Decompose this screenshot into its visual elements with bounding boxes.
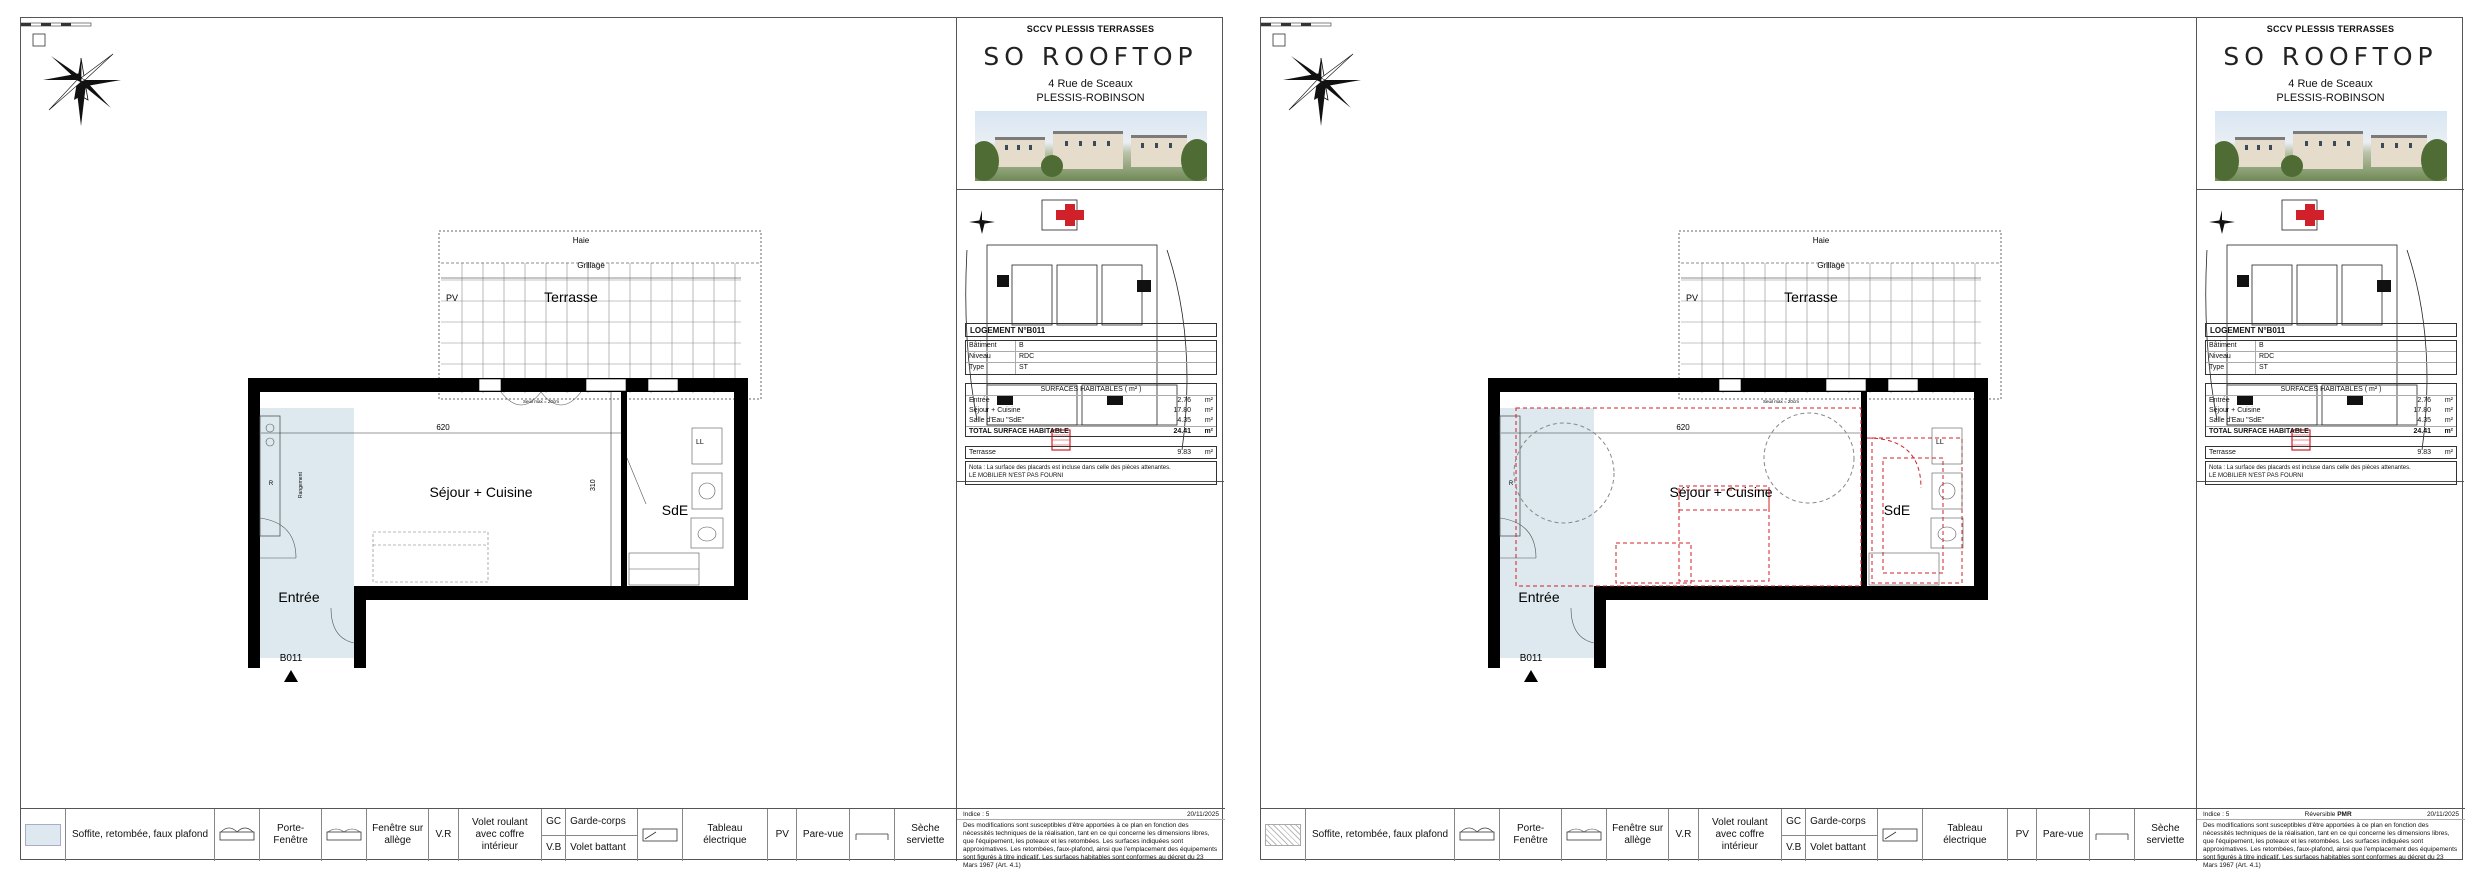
info-value: RDC [1019,353,1035,360]
lot-label: B011 [1519,653,1543,664]
terrasse-label: Terrasse [2209,449,2236,456]
dim-height-label: 310 [590,479,597,491]
legend-soffite-label: Soffite, retombée, faux plafond [1306,809,1455,861]
building-render-image [2215,111,2447,181]
info-key: Bâtiment [2206,341,2256,351]
logement-info-table [965,340,1217,375]
note-line2: LE MOBILIER N'EST PAS FOURNI [969,473,1064,479]
indice-label: Indice : 5 [2203,811,2230,818]
terrasse-table [965,446,1217,459]
terrasse-value: 9.83 [2417,449,2431,456]
date-label: 20/11/2025 [1186,811,1219,818]
legend-tableau: Tableau électrique [683,809,768,861]
legend-garde-corps: Garde-corps [566,809,637,836]
seuil-label: Seuil max = 20cm [1763,399,1799,404]
floor-plan-svg [21,18,956,808]
disclaimer-text: Des modifications sont susceptibles d'être apportées à ce plan en fonction des nécessités techniques de la réalisation, tant en ce qui concerne les dimensions libres, que l'équipement, les poteaux et les retombées. Les surfaces indiquées sont approximatives. Les retombées, faux-plafond, ainsi que l'emplacement des équipements sont figurés à titre indicatif. Les surfaces habitables sont conformes au décret du 23 Mars 1967 (Art. 4.1) [963,822,1218,869]
surface-value: 4.35 [2417,417,2431,424]
scale-bar [21,18,101,30]
building-render-image [975,111,1207,181]
info-key: Bâtiment [966,341,1016,351]
sde-label: SdE [1883,502,1911,518]
info-key: Type [966,363,1016,374]
entree-label: Entrée [1518,589,1560,605]
legend-gc: GC [1782,809,1805,836]
terrasse-row [2206,447,2456,458]
legend-vb: V.B [1786,842,1802,854]
legend-volet-battant: Volet battant [570,842,626,854]
site-north-icon [969,210,995,234]
soffite-zone [1499,408,1594,658]
surface-row [2206,406,2456,416]
disclaimer-text: Des modifications sont susceptibles d'être apportées à ce plan en fonction des nécessités techniques de la réalisation, tant en ce qui concerne les dimensions libres, que l'équipement, les poteaux et les retombées. Les surfaces indiquées sont approximatives. Les retombées, faux-plafond, ainsi que l'emplacement des équipements sont figurés à titre indicatif. Les surfaces habitables sont conformes au décret du 23 Mars 1967 (Art. 4.1) [2203,822,2458,869]
logement-number: N°B011 [1017,326,1046,335]
surface-unit: m² [1204,417,1213,424]
legend-porte-fenetre: Porte- Fenêtre [1500,809,1562,861]
reversible-label [2229,811,2427,817]
surface-label: Entrée [969,397,990,404]
terrasse-row [966,447,1216,458]
info-row [966,363,1216,374]
rangement-label: Rangement [298,472,304,498]
indice-row [2197,809,2465,820]
legend-vr: V.R [429,809,458,861]
ll-label: LL [1936,439,1944,446]
surface-label: Entrée [2209,397,2230,404]
info-row [2206,341,2456,352]
porte-fenetre-icon [215,809,260,861]
ll-label: LL [696,439,704,446]
address-line1: 4 Rue de Sceaux [1048,78,1133,90]
entree-label: Entrée [278,589,320,605]
north-arrow-icon [33,34,121,126]
total-unit: m² [2444,428,2453,435]
info-value: B [1019,342,1024,349]
info-value: RDC [2259,353,2275,360]
surfaces-header: SURFACES HABITABLES ( m² ) [966,384,1216,396]
legend-garde-volet [566,809,638,861]
legend-volet-roulant: Volet roulant avec coffre intérieur [459,809,543,861]
grillage-label: Grillage [1817,261,1845,270]
logement-number: N°B011 [2257,326,2286,335]
total-value: 24.41 [1173,428,1191,435]
legend-vb: V.B [546,842,562,854]
legend-pv: PV [768,809,797,861]
total-value: 24.41 [2413,428,2431,435]
dim-width-label: 620 [436,423,450,432]
soffite-zone [259,408,354,658]
legend-tableau: Tableau électrique [1923,809,2008,861]
north-arrow-icon [1273,34,1361,126]
porte-fenetre-icon [1455,809,1500,861]
total-unit: m² [1204,428,1213,435]
total-label: TOTAL SURFACE HABITABLE [969,428,1069,435]
pv-label: PV [1686,293,1699,303]
legend-fenetre-allege: Fenêtre sur allège [367,809,429,861]
surface-row [966,406,1216,416]
info-row [966,341,1216,352]
info-value: B [2259,342,2264,349]
legend-gc: GC [542,809,565,836]
surfaces-table [2205,383,2457,437]
legend-soffite-swatch [1261,809,1306,861]
title-block-footer [2197,808,2465,869]
note-box [965,461,1217,485]
logement-info-table [2205,340,2457,375]
haie-label: Haie [572,236,590,245]
sde-label: SdE [661,502,689,518]
legend-soffite-swatch [21,809,66,861]
surface-value: 2.76 [1177,397,1191,404]
surface-row [966,416,1216,426]
seche-serviette-icon [2090,809,2135,861]
terrace-tiles [1681,263,1981,393]
legend-vr: V.R [1669,809,1698,861]
surface-label: Séjour + Cuisine [2209,407,2261,414]
legend-garde-corps: Garde-corps [1806,809,1877,836]
legend-gc-vb [1782,809,1806,861]
site-north-icon [2209,210,2235,234]
info-key: Niveau [2206,352,2256,362]
note-line1: Nota : La surface des placards est incluse dans celle des pièces attenantes. [2209,465,2411,471]
terrasse-label: Terrasse [544,289,598,305]
note-box [2205,461,2457,485]
date-label: 20/11/2025 [2426,811,2459,818]
seche-serviette-icon [850,809,895,861]
project-name: SCCV PLESSIS TERRASSES [1026,24,1155,34]
fenetre-allege-icon [322,809,367,861]
terrasse-unit: m² [1204,449,1213,456]
plan-sheet-pmr [1260,17,2463,869]
indice-label: Indice : 5 [963,811,990,818]
terrasse-table [2205,446,2457,459]
terrasse-unit: m² [2444,449,2453,456]
title-block [956,18,1224,869]
title-block-header [957,18,1224,190]
tableau-electrique-icon [638,809,683,861]
floor-plan-drawing-pmr [1261,18,2196,808]
re-label: R [1508,481,1514,487]
surface-total-row [966,426,1216,436]
seuil-label: Seuil max = 20cm [523,399,559,404]
legend-volet-roulant: Volet roulant avec coffre intérieur [1699,809,1783,861]
project-logo: SO ROOFTOP [2223,42,2438,71]
floor-plan-drawing [21,18,956,808]
surface-value: 17.80 [2413,407,2431,414]
entry-arrow-icon [284,670,298,682]
surfaces-header: SURFACES HABITABLES ( m² ) [2206,384,2456,396]
title-block [2196,18,2464,869]
surfaces-table [965,383,1217,437]
legend-gc-vb [542,809,566,861]
terrasse-label: Terrasse [969,449,996,456]
sejour-label: Séjour + Cuisine [1669,484,1773,500]
surface-label: Salle d'Eau "SdE" [2209,417,2265,424]
surface-label: Salle d'Eau "SdE" [969,417,1025,424]
total-label: TOTAL SURFACE HABITABLE [2209,428,2309,435]
surface-unit: m² [2444,397,2453,404]
surface-row [2206,396,2456,406]
surface-row [2206,416,2456,426]
info-value: ST [2259,364,2268,371]
fenetre-allege-icon [1562,809,1607,861]
info-value: ST [1019,364,1028,371]
legend-bar [21,808,956,861]
legend-pare-vue: Pare-vue [2037,809,2090,861]
title-block-header [2197,18,2464,190]
project-logo: SO ROOFTOP [983,42,1198,71]
sejour-label: Séjour + Cuisine [429,484,533,500]
terrasse-label: Terrasse [1784,289,1838,305]
title-block-footer [957,808,1225,869]
lot-label: B011 [279,653,303,664]
legend-seche: Sèche serviette [906,823,945,846]
surface-value: 4.35 [1177,417,1191,424]
project-name: SCCV PLESSIS TERRASSES [2266,24,2395,34]
surface-row [966,396,1216,406]
tableau-electrique-icon [1878,809,1923,861]
info-row [966,352,1216,363]
legend-porte-fenetre: Porte- Fenêtre [260,809,322,861]
legend-seche: Sèche serviette [2146,823,2185,846]
address-line2: PLESSIS-ROBINSON [1036,92,1145,104]
surface-unit: m² [2444,407,2453,414]
haie-label: Haie [1812,236,1830,245]
plan-sheet-standard [20,17,1223,869]
surface-value: 2.76 [2417,397,2431,404]
logement-label: LOGEMENT [970,326,1016,335]
reversible-text: Réversible [2304,811,2336,818]
logement-label: LOGEMENT [2210,326,2256,335]
terrasse-value: 9.83 [1177,449,1191,456]
logement-title [965,323,1217,337]
legend-fenetre-allege: Fenêtre sur allège [1607,809,1669,861]
legend-bar [1261,808,2196,861]
re-label: R [268,481,274,487]
info-row [2206,352,2456,363]
surface-unit: m² [1204,397,1213,404]
address-line2: PLESSIS-ROBINSON [2276,92,2385,104]
floor-plan-svg-pmr [1261,18,2196,808]
reversible-value: PMR [2337,811,2352,818]
address-line1: 4 Rue de Sceaux [2288,78,2373,90]
pv-label: PV [446,293,459,303]
terrace-tiles [441,263,741,393]
logement-title [2205,323,2457,337]
note-line1: Nota : La surface des placards est incluse dans celle des pièces attenantes. [969,465,1171,471]
dim-width-label: 620 [1676,423,1690,432]
grillage-label: Grillage [577,261,605,270]
info-key: Niveau [966,352,1016,362]
legend-volet-battant: Volet battant [1810,842,1866,854]
legend-pare-vue: Pare-vue [797,809,850,861]
surface-label: Séjour + Cuisine [969,407,1021,414]
legend-garde-volet [1806,809,1878,861]
scale-bar [1261,18,1341,30]
surface-value: 17.80 [1173,407,1191,414]
surface-total-row [2206,426,2456,436]
legend-pv: PV [2008,809,2037,861]
info-row [2206,363,2456,374]
legend-soffite-label: Soffite, retombée, faux plafond [66,809,215,861]
note-line2: LE MOBILIER N'EST PAS FOURNI [2209,473,2304,479]
surface-unit: m² [2444,417,2453,424]
indice-row [957,809,1225,820]
surface-unit: m² [1204,407,1213,414]
entry-arrow-icon [1524,670,1538,682]
info-key: Type [2206,363,2256,374]
